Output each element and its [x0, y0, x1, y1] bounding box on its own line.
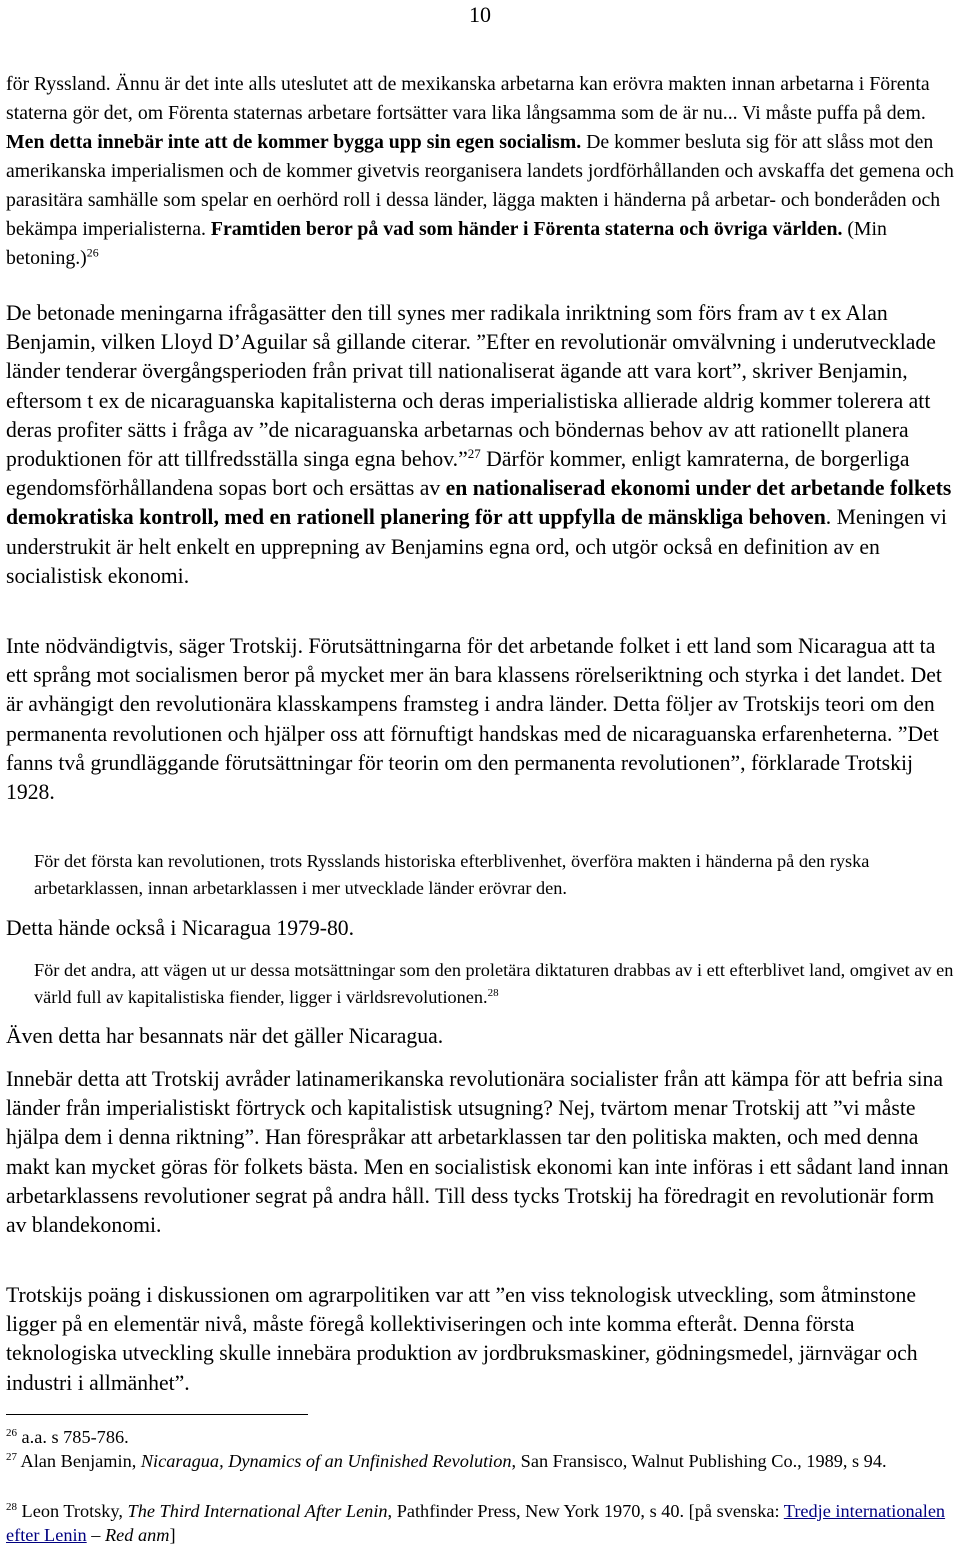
quote-text: (Min betoning.) [6, 218, 887, 269]
block-quote-second-condition [34, 957, 956, 1010]
footnote-text: Alan Benjamin, [16, 1451, 141, 1471]
quote-text: För det andra, att vägen ut ur dessa motsättningar som den proletära diktaturen drabbas av i ett efterblivet land, omgivet av en värld full av kapitalistiska fiender, ligger i världsrevolutionen. [34, 960, 954, 1007]
quote-text: De kommer besluta sig för att slåss mot den amerikanska imperialismen och de kommer givetvis reorganisera landets jordförhållanden och avskaffa det gemena och parasitära samhälle som spelar en oerhörd roll i dessa länder, lägga makten i händerna på arbetar- och bonderåden och bekämpa imperialisterna. [6, 131, 954, 240]
footnote-text: Leon Trotsky, [16, 1501, 128, 1521]
paragraph-text: De betonade meningarna ifrågasätter den till synes mer radikala inriktning som förs fram av t ex Alan Benjamin, vilken Lloyd D’Aguilar så gillande citerar. ”Efter en revolutionär omvälvning i underutvecklade länder tenderar övergångsperioden från privat till nationaliserat ägande att vara kort”, skriver Benjamin, eftersom t ex de nicaraguanska kapitalisterna och deras imperialistiska allierade aldrig kommer tolerera att deras profiter sätts i fråga av ”de nicaraguanska arbetarnas och böndernas behov av att rationellt planera produktionen för att tillfredsställa singa egna behov.” [6, 301, 936, 472]
paragraph-trotsky-permanent-revolution: Inte nödvändigtvis, säger Trotskij. Förutsättningarna för det arbetande folket i ett land som Nicaragua att ta ett språng mot socialismen beror på mycket mer än bara klassens rörelseriktning och styrka i det landet. Det är avhängigt den revolutionära klasskampens framsteg i andra länder. Detta följer av Trotskijs teori om den permanenta revolutionen och hjälper oss att förnuftigt handskas med de nicaraguanska erfarenheterna. ”Det fanns två grundläggande förutsättningar för teorin om den permanenta revolutionen”, förklarade Trotskij 1928. [6, 634, 942, 805]
footnote-number: 28 [6, 1500, 17, 1513]
footnote-ref-26: 26 [86, 245, 99, 260]
paragraph-benjamin [6, 299, 958, 591]
paragraph-nicaragua-1979: Detta hände också i Nicaragua 1979-80. [6, 916, 355, 940]
paragraph-agrarian-policy: Trotskijs poäng i diskussionen om agrarpolitiken var att ”en viss teknologisk utveckling, som åtminstone ligger på en elementär nivå, måste föregå kollektiviseringen och inte komma efteråt. Denna första teknologiska utveckling skulle innebära produktion av jordbruksmaskiner, gödningsmedel, järnvägar och industri i allmänhet”. [6, 1283, 918, 1395]
footnote-number: 26 [6, 1426, 17, 1439]
footnote-text: , Pathfinder Press, New York 1970, s 40. [på svenska: [387, 1501, 784, 1521]
editor-note: Red anm [104, 1524, 170, 1545]
footnote-number: 27 [6, 1450, 17, 1463]
footnote-text: – [86, 1524, 105, 1545]
footnote-26 [6, 1426, 956, 1450]
paragraph-text: . Meningen vi understrukit är helt enkelt en upprepning av Benjamins egna ord, och utgör också en definition av en socialistisk ekonomi. [6, 505, 947, 588]
footnote-text: ] [169, 1524, 176, 1545]
footnote-text: a.a. s 785-786. [16, 1427, 129, 1447]
footnote-text: , San Fransisco, Walnut Publishing Co., 1989, s 94. [511, 1451, 887, 1471]
paragraph-latin-american-socialists: Innebär detta att Trotskij avråder latinamerikanska revolutionära socialister från att kämpa för att befria sina länder från imperialistiskt förtryck och kapitalistisk utsugning? Nej, tvärtom menar Trotskij att ”vi måste hjälpa dem i denna riktning”. Han förespråkar att arbetarklassen tar den politiska makten, och med denna makt kan mycket göras för folkets bästa. Men en socialistisk ekonomi kan inte införas i ett sådant land innan arbetarklassens revolutioner segrat på andra håll. Till dess tycks Trotskij ha föredragit en revolutionär form av blandekonomi. [6, 1067, 949, 1238]
block-quote-trotsky-1 [6, 70, 956, 273]
footnote-book-title: Nicaragua, Dynamics of an Unfinished Revolution [140, 1451, 512, 1471]
paragraph-text: Därför kommer, enligt kamraterna, de borgerliga egendomsförhållandena sopas bort och ersättas av [6, 447, 910, 501]
footnote-ref-28: 28 [487, 986, 499, 999]
block-quote-first-condition: För det första kan revolutionen, trots Rysslands historiska efterblivenhet, överföra makten i händerna på den ryska arbetarklassen, innan arbetarklassen i mer utvecklade länder erövrar den. [34, 851, 870, 898]
paragraph-also-nicaragua: Även detta har besannats när det gäller Nicaragua. [6, 1024, 444, 1048]
page-number: 10 [469, 2, 491, 27]
footnote-book-title: The Third International After Lenin [127, 1501, 388, 1521]
paragraph-emphasis: en nationaliserad ekonomi under det arbetande folkets demokratiska kontroll, med en rationell planering för att uppfylla de mänskliga behoven [6, 476, 952, 530]
quote-emphasis: Framtiden beror på vad som händer i Förenta staterna och övriga världen. [210, 218, 843, 240]
quote-emphasis: Men detta innebär inte att de kommer bygga upp sin egen socialism. [6, 131, 582, 153]
quote-text: för Ryssland. Ännu är det inte alls uteslutet att de mexikanska arbetarna kan erövra makten innan arbetarna i Förenta staterna gör det, om Förenta staternas arbetare fortsätter vara lika långsamma som de är nu... Vi måste puffa på dem. [6, 73, 930, 124]
footnote-27 [6, 1450, 956, 1474]
footnote-ref-27: 27 [467, 445, 481, 461]
swedish-edition-link[interactable]: Tredje internationalen efter Lenin [6, 1501, 946, 1545]
footnote-separator [6, 1414, 308, 1415]
footnote-28 [6, 1500, 956, 1547]
